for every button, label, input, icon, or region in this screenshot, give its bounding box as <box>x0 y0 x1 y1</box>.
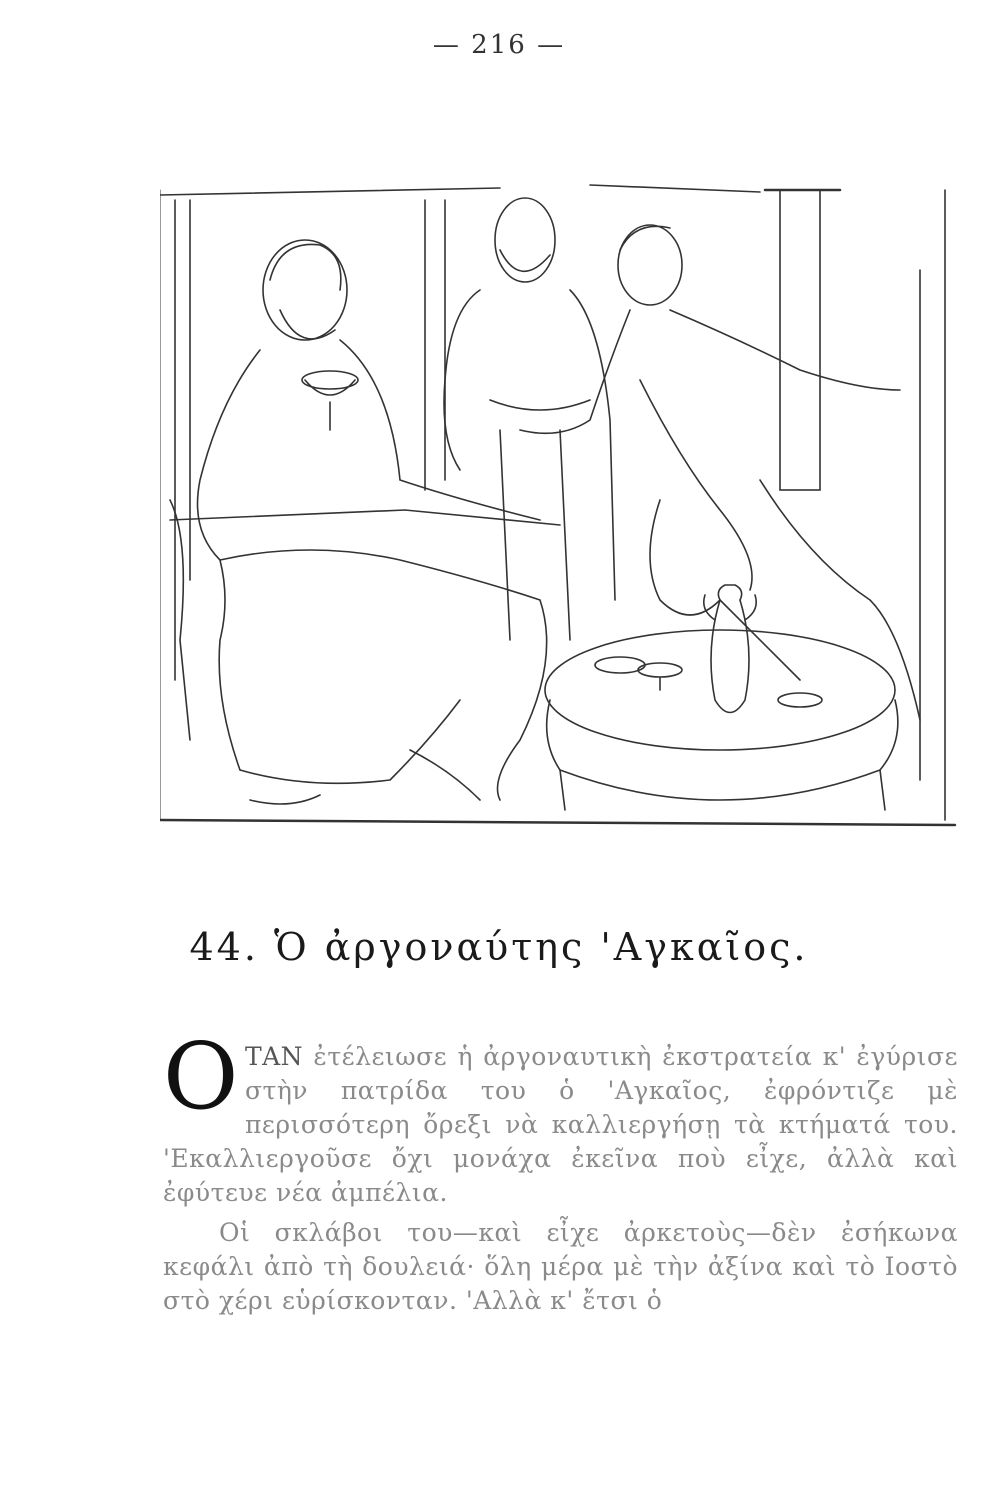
page-number: — 216 — <box>432 30 566 60</box>
line-drawing-feast-scene-icon <box>160 180 960 830</box>
paragraph-2: Οἱ σκλάβοι του—καὶ εἶχε ἀρκετοὺς—δὲν ἐσήκωνα κεφάλι ἀπὸ τὴ δουλειά· ὅλη μέρα μὲ τὴν ἀξίνα καὶ τὸ Ιοστὸ στὸ χέρι εὑρίσκονταν. 'Αλλὰ κ' ἔτσι ὁ <box>163 1218 958 1315</box>
paragraph-1-text: ἐτέλειωσε ἡ ἀργοναυτικὴ ἐκστρατεία κ' ἐγύρισε στὴν πατρίδα του ὁ 'Αγκαῖος, ἐφρόντιζε μὲ περισσότερη ὄρεξι νὰ καλλιεργήσῃ τὰ κτήματά του. 'Εκαλλιεργοῦσε ὄχι μονάχα ἐκεῖνα ποὺ εἶχε, ἀλλὰ καὶ ἐφύτευε νέα ἀμπέλια. <box>163 1042 958 1207</box>
chapter-title <box>0 925 998 969</box>
paragraph-1 <box>163 1023 958 1210</box>
chapter-number: 44. <box>189 925 259 969</box>
body-text <box>163 1023 958 1318</box>
illustration <box>160 180 960 830</box>
first-word: ΤΑΝ <box>244 1042 304 1071</box>
chapter-heading: Ὁ ἀργοναύτης 'Αγκαῖος. <box>274 925 809 969</box>
drop-cap: Ο <box>163 1023 239 1130</box>
